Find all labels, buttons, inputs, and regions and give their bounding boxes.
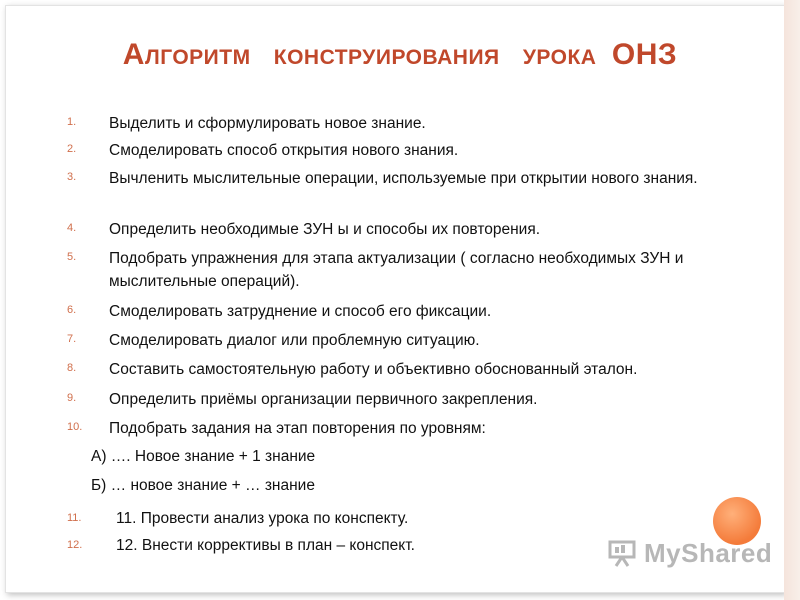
item-number: 5.: [67, 251, 77, 263]
item-text: Смоделировать затруднение и способ его фиксации.: [109, 303, 492, 320]
item-text: Подобрать задания на этап повторения по уровням:: [109, 420, 486, 437]
item-number: 4.: [67, 222, 77, 234]
item-text: Вычленить мыслительные операции, используемые при открытии нового знания.: [109, 170, 698, 187]
item-text: Определить необходимые ЗУН ы и способы их повторения.: [109, 221, 541, 238]
logo-text: MyShared: [644, 537, 773, 568]
item-text: Выделить и сформулировать новое знание.: [109, 115, 426, 132]
item-text: 12. Внести коррективы в план – конспект.: [116, 537, 415, 554]
item-number: 8.: [67, 362, 77, 374]
presentation-icon: [608, 539, 638, 567]
item-number: 10.: [67, 421, 83, 433]
slide-edge-band: [784, 0, 800, 600]
item-text: 11. Провести анализ урока по конспекту.: [116, 510, 409, 527]
slide-title: [0, 38, 800, 72]
item-number: 1.: [67, 116, 77, 128]
title-initial: А: [122, 38, 145, 71]
item-text: Смоделировать способ открытия нового знания.: [109, 142, 459, 159]
slide-frame: [5, 5, 785, 593]
item-number: 6.: [67, 304, 77, 316]
item-text: Смоделировать диалог или проблемную ситуацию.: [109, 332, 480, 349]
sub-item-a: А) …. Новое знание + 1 знание: [91, 448, 316, 465]
title-word-1: ЛГОРИТМ: [144, 46, 251, 69]
item-number: 2.: [67, 143, 77, 155]
item-number: 7.: [67, 333, 77, 345]
item-number: 3.: [67, 171, 77, 183]
sub-item-b: Б) … новое знание + … знание: [91, 477, 315, 494]
title-word-2: КОНСТРУИРОВАНИЯ: [273, 46, 500, 69]
myshared-logo: [608, 536, 772, 570]
title-word-4: ОНЗ: [611, 38, 678, 71]
item-text: Подобрать упражнения для этапа актуализации ( согласно необходимых ЗУН и мыслительные операций).: [109, 250, 684, 290]
item-number: 11.: [67, 512, 82, 524]
item-number: 9.: [67, 392, 77, 404]
title-word-3: УРОКА: [522, 46, 597, 69]
item-number: 12.: [67, 539, 83, 551]
item-text: Определить приёмы организации первичного закрепления.: [109, 391, 538, 408]
item-text: Составить самостоятельную работу и объективно обоснованный эталон.: [109, 361, 638, 378]
